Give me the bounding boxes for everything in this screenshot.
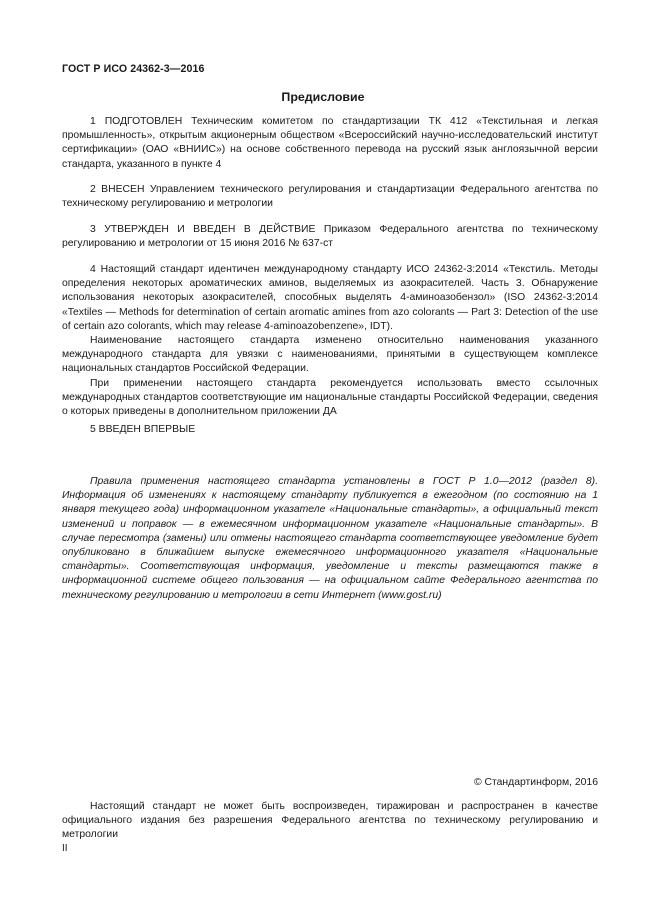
- section-approved: [62, 223, 598, 251]
- page-number: II: [62, 843, 68, 854]
- section-introduced: [62, 183, 598, 211]
- section-text: 2 ВНЕСЕН Управлением технического регулирования и стандартизации Федерального агентства по техническому регулированию и метрологии: [62, 184, 598, 210]
- section-paragraph: Наименование настоящего стандарта изменено относительно наименования указанного международного стандарта для увязки с наименованиями, принятыми в существующем комплексе национальных стандартов Российской Федерации.: [62, 335, 598, 375]
- section-identical-standard: [62, 263, 598, 419]
- legal-notice: [62, 800, 598, 843]
- section-prepared: [62, 115, 598, 172]
- section-first-introduced: [62, 423, 598, 437]
- section-text: 3 УТВЕРЖДЕН И ВВЕДЕН В ДЕЙСТВИЕ Приказом Федерального агентства по техническому регулированию и метрологии от 15 июня 2016 № 637-ст: [62, 224, 598, 250]
- application-rules-note: [62, 475, 598, 603]
- section-paragraph: 4 Настоящий стандарт идентичен международному стандарту ИСО 24362-3:2014 «Текстиль. Методы определения некоторых ароматических аминов, выделяемых из азокрасителей. Часть 3. Обнаружение использования некоторых азокрасителей, способных выделять 4-аминоазобензол» (ISO 24362-3:2014 «Textiles — Methods for determination of certain aromatic amines from azo colorants — Part 3: Detection of the use of certain azo colorants, which may release 4-aminoazobenzene», IDT).: [62, 264, 598, 332]
- note-text: Правила применения настоящего стандарта установлены в ГОСТ Р 1.0—2012 (раздел 8). Информация об изменениях к настоящему стандарту публикуется в ежегодном (по состоянию на 1 января текущего года) информационном указателе «Национальные стандарты», а официальный текст изменений и поправок — в ежемесячном информационном указателе «Национальные стандарты». В случае пересмотра (замены) или отмены настоящего стандарта соответствующее уведомление будет опубликовано в ближайшем выпуске ежемесячного информационного указателя «Национальные стандарты». Соответствующая информация, уведомление и тексты размещаются также в информационной системе общего пользования — на официальном сайте Федерального агентства по техническому регулированию и метрологии в сети Интернет (www.gost.ru): [62, 476, 598, 601]
- legal-text: Настоящий стандарт не может быть воспроизведен, тиражирован и распространен в качестве официального издания без разрешения Федерального агентства по техническому регулированию и метрологии: [62, 801, 598, 841]
- document-code: ГОСТ Р ИСО 24362-3—2016: [62, 63, 205, 75]
- section-text: 5 ВВЕДЕН ВПЕРВЫЕ: [90, 424, 196, 435]
- copyright: © Стандартинформ, 2016: [473, 777, 598, 788]
- page-title: Предисловие: [281, 90, 365, 104]
- section-paragraph: При применении настоящего стандарта рекомендуется использовать вместо ссылочных международных стандартов соответствующие им национальные стандарты Российской Федерации, сведения о которых приведены в дополнительном приложении ДА: [62, 377, 598, 418]
- section-text: 1 ПОДГОТОВЛЕН Техническим комитетом по стандартизации ТК 412 «Текстильная и легкая промышленность», открытым акционерным обществом «Всероссийский научно-исследовательский институт сертификации» (ОАО «ВНИИС») на основе собственного перевода на русский язык англоязычной версии стандарта, указанного в пункте 4: [62, 116, 598, 170]
